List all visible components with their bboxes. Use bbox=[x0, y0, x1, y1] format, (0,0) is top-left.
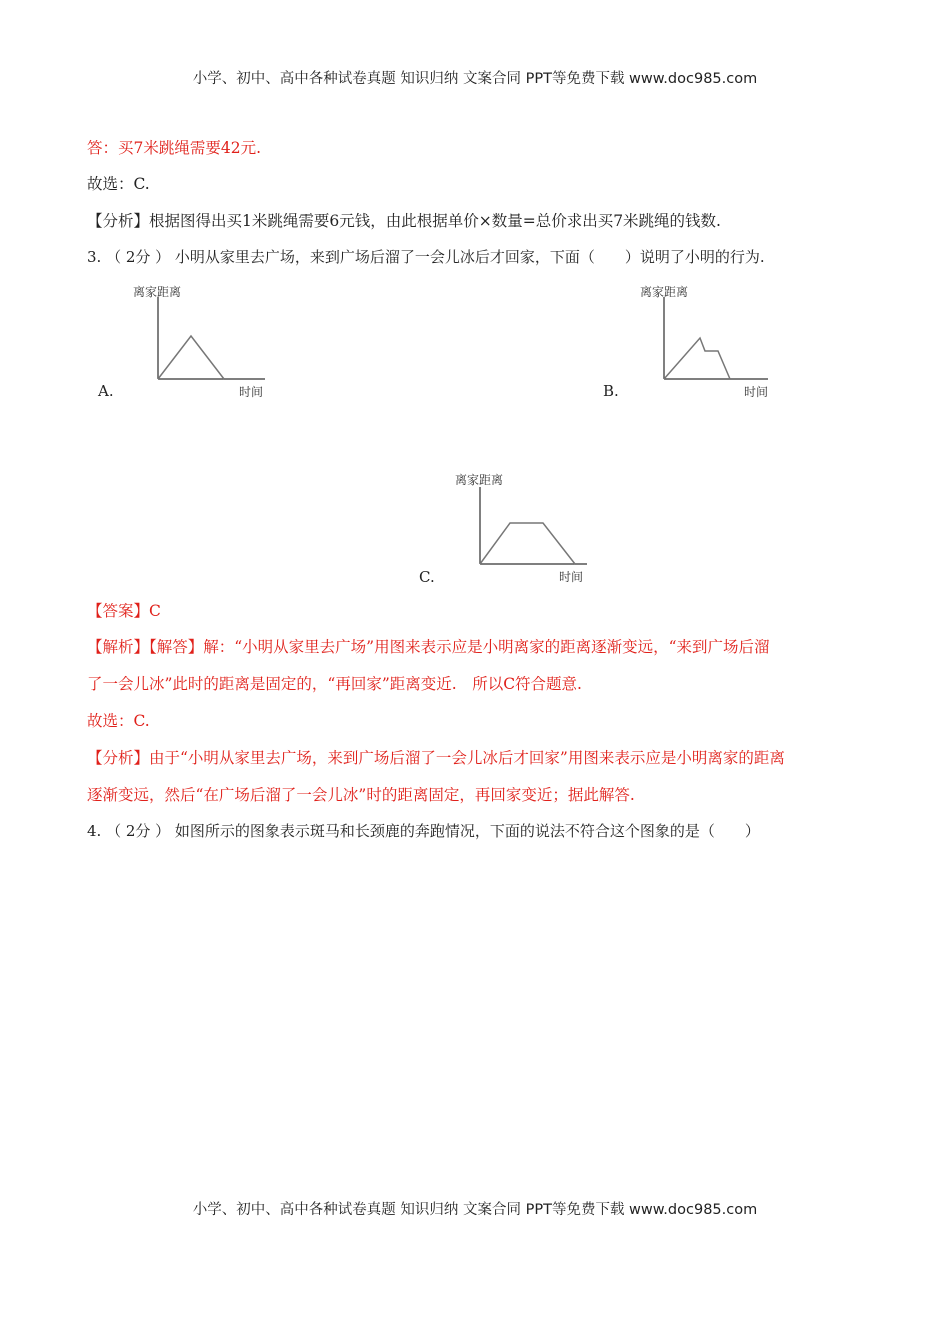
q3-explain-2: 了一会儿冰”此时的距离是固定的，“再回家”距离变近. 所以C符合题意. bbox=[87, 675, 582, 693]
option-a-label: A. bbox=[98, 382, 114, 400]
graph-b-line bbox=[664, 338, 730, 379]
q2-choice-line: 故选：C. bbox=[87, 175, 150, 193]
q3-question: 3. （ 2分 ） 小明从家里去广场，来到广场后溜了一会儿冰后才回家，下面（ ）说明了小明的行为. bbox=[87, 248, 765, 266]
graph-c-ylabel: 离家距离 bbox=[455, 473, 504, 487]
q3-analysis-2: 逐渐变远，然后“在广场后溜了一会儿冰”时的距离固定，再回家变近；据此解答. bbox=[87, 786, 635, 804]
q4-question: 4. （ 2分 ） 如图所示的图象表示斑马和长颈鹿的奔跑情况，下面的说法不符合这个图象的是（ ） bbox=[87, 822, 760, 840]
graph-b-xlabel: 时间 bbox=[744, 385, 769, 399]
graph-b bbox=[640, 283, 790, 403]
q3-answer: 【答案】C bbox=[87, 602, 161, 620]
graph-a bbox=[133, 283, 283, 403]
option-b-label: B. bbox=[603, 382, 619, 400]
option-c-label: C. bbox=[419, 568, 435, 586]
graph-b-ylabel: 离家距离 bbox=[640, 285, 689, 299]
graph-c-line bbox=[480, 523, 575, 564]
graph-a-line bbox=[158, 336, 224, 379]
q2-answer-line: 答：买7米跳绳需要42元. bbox=[87, 139, 262, 157]
graph-c bbox=[455, 471, 605, 591]
page-header: 小学、初中、高中各种试卷真题 知识归纳 文案合同 PPT等免费下载 www.doc985.com bbox=[192, 71, 758, 87]
page-footer: 小学、初中、高中各种试卷真题 知识归纳 文案合同 PPT等免费下载 www.doc985.com bbox=[192, 1202, 758, 1218]
q3-analysis-1: 【分析】由于“小明从家里去广场，来到广场后溜了一会儿冰后才回家”用图来表示应是小明离家的距离 bbox=[87, 749, 785, 767]
q2-analysis-line: 【分析】根据图得出买1米跳绳需要6元钱，由此根据单价×数量=总价求出买7米跳绳的钱数. bbox=[87, 212, 721, 230]
q3-choice: 故选：C. bbox=[87, 712, 150, 730]
q3-explain-1: 【解析】【解答】解：“小明从家里去广场”用图来表示应是小明离家的距离逐渐变远，“来到广场后溜 bbox=[87, 638, 770, 656]
graph-c-xlabel: 时间 bbox=[559, 570, 584, 584]
graph-a-xlabel: 时间 bbox=[239, 385, 264, 399]
graph-a-ylabel: 离家距离 bbox=[133, 285, 182, 299]
